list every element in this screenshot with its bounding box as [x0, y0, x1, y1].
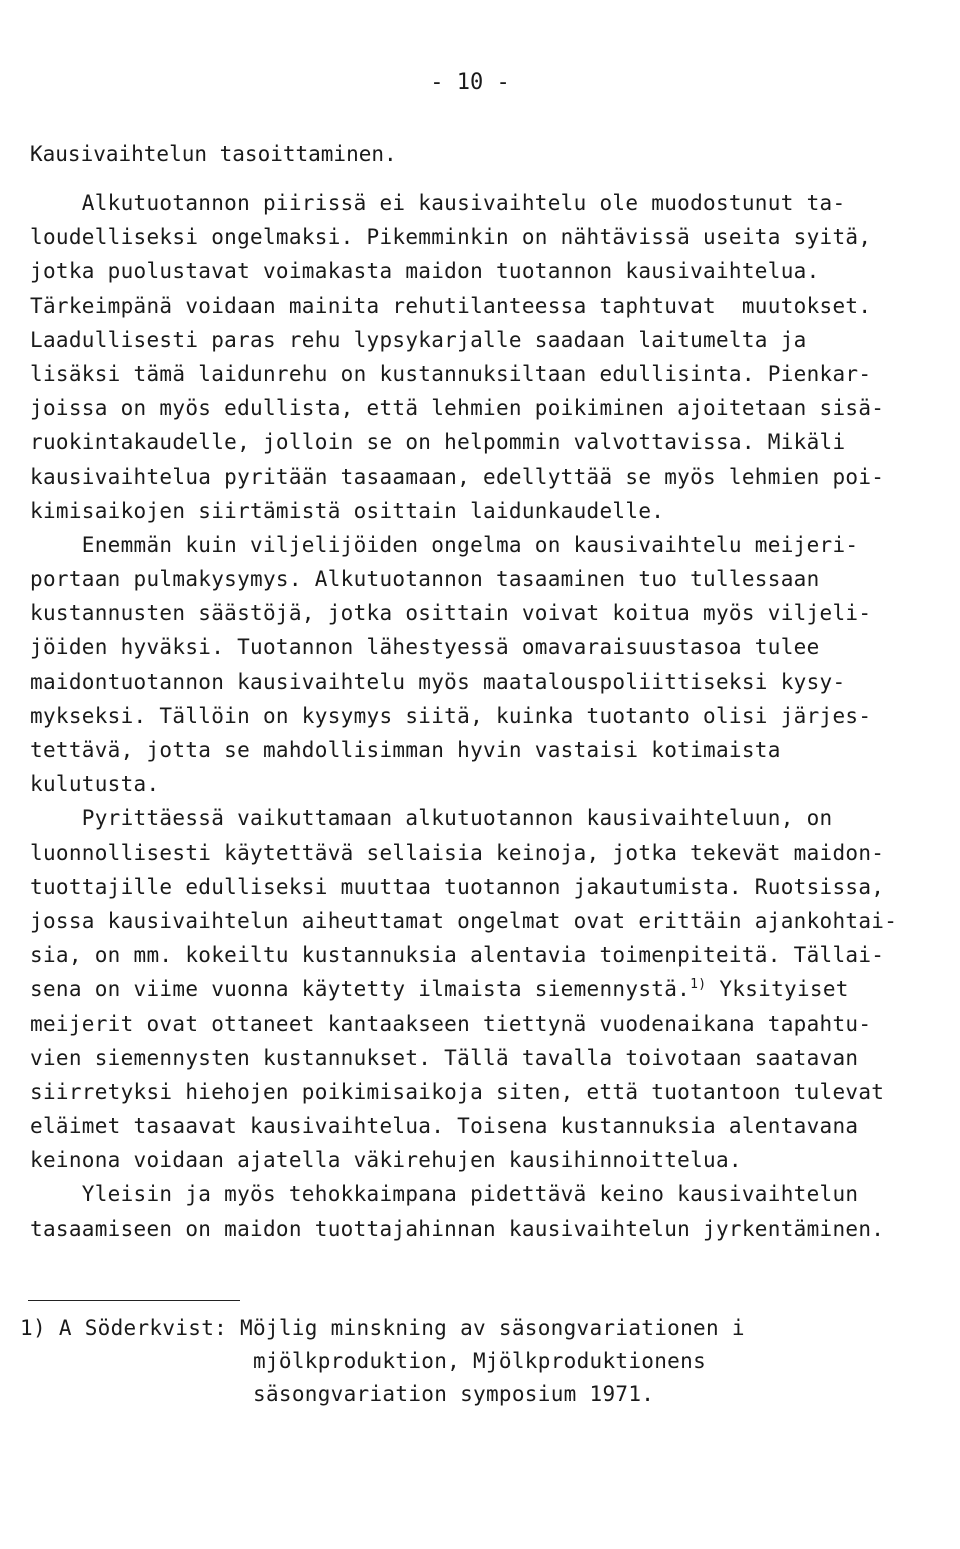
- text-line: ruokintakaudelle, jolloin se on helpommin valvottavissa. Mikäli: [30, 430, 846, 455]
- body-text: [30, 186, 930, 1246]
- footnote: [20, 1312, 920, 1411]
- text-line: lisäksi tämä laidunrehu on kustannuksiltaan edullisinta. Pienkar-: [30, 361, 872, 386]
- text-line: meijerit ovat ottaneet kantaakseen tiettynä vuodenaikana tapahtu-: [30, 1011, 872, 1036]
- text-line: keinona voidaan ajatella väkirehujen kausihinnoittelua.: [30, 1148, 742, 1173]
- text-line: tettävä, jotta se mahdollisimman hyvin vastaisi kotimaista: [30, 738, 781, 762]
- text-line: Yleisin ja myös tehokkaimpana pidettävä keino kausivaihtelun: [30, 1182, 859, 1207]
- text-line: vien siemennysten kustannukset. Tällä tavalla toivotaan saatavan: [30, 1045, 859, 1070]
- footnote-line: mjölkproduktion, Mjölkproduktionens: [253, 1349, 707, 1373]
- footnote-divider: [28, 1300, 240, 1301]
- text-line-with-footnote-ref: [30, 972, 930, 1006]
- text-line: siirretyksi hiehojen poikimisaikoja siten, että tuotantoon tulevat: [30, 1079, 885, 1104]
- text-segment: sena on viime vuonna käytetty ilmaista siemennystä.: [30, 977, 691, 1002]
- text-line: tasaamiseen on maidon tuottajahinnan kausivaihtelun jyrkentäminen.: [30, 1216, 885, 1241]
- text-line: sia, on mm. kokeiltu kustannuksia alentavia toimenpiteitä. Tällai-: [30, 943, 885, 968]
- text-line: portaan pulmakysymys. Alkutuotannon tasaaminen tuo tullessaan: [30, 567, 820, 592]
- text-line: Pyrittäessä vaikuttamaan alkutuotannon kausivaihteluun, on: [30, 806, 833, 831]
- text-line: tuottajille edulliseksi muuttaa tuotannon jakautumista. Ruotsissa,: [30, 874, 885, 899]
- text-line: jotka puolustavat voimakasta maidon tuotannon kausivaihtelua.: [30, 259, 820, 284]
- footnote-reference: 1): [690, 977, 707, 993]
- text-line: eläimet tasaavat kausivaihtelua. Toisena kustannuksia alentavana: [30, 1114, 859, 1139]
- text-line: jöiden hyväksi. Tuotannon lähestyessä omavaraisuustasoa tulee: [30, 635, 820, 660]
- text-line: kimisaikojen siirtämistä osittain laidunkaudelle.: [30, 498, 665, 523]
- text-line: kustannusten säästöjä, jotka osittain voivat koitua myös viljeli-: [30, 601, 872, 626]
- footnote-line: 1) A Söderkvist: Möjlig minskning av säsongvariationen i: [20, 1316, 745, 1340]
- text-line: Tärkeimpänä voidaan mainita rehutilanteessa taphtuvat muutokset.: [30, 293, 872, 318]
- text-line: luonnollisesti käytettävä sellaisia keinoja, jotka tekevät maidon-: [30, 840, 885, 865]
- text-segment: Yksityiset: [706, 977, 849, 1002]
- text-line: Enemmän kuin viljelijöiden ongelma on kausivaihtelu meijeri-: [30, 532, 859, 557]
- text-line: kausivaihtelua pyritään tasaamaan, edellyttää se myös lehmien poi-: [30, 464, 885, 489]
- text-line: mykseksi. Tällöin on kysymys siitä, kuinka tuotanto olisi järjes-: [30, 703, 872, 728]
- text-line: Laadullisesti paras rehu lypsykarjalle saadaan laitumelta ja: [30, 327, 807, 352]
- page-number: - 10 -: [430, 70, 510, 95]
- text-line: joissa on myös edullista, että lehmien poikiminen ajoitetaan sisä-: [30, 396, 885, 421]
- section-heading: Kausivaihtelun tasoittaminen.: [30, 142, 397, 166]
- text-line: Alkutuotannon piirissä ei kausivaihtelu ole muodostunut ta-: [30, 191, 846, 215]
- text-line: jossa kausivaihtelun aiheuttamat ongelmat ovat erittäin ajankohtai-: [30, 908, 898, 933]
- footnote-line: säsongvariation symposium 1971.: [253, 1382, 655, 1406]
- text-line: kulutusta.: [30, 772, 160, 797]
- text-line: loudelliseksi ongelmaksi. Pikemminkin on nähtävissä useita syitä,: [30, 225, 872, 250]
- text-line: maidontuotannon kausivaihtelu myös maatalouspoliittiseksi kysy-: [30, 669, 846, 694]
